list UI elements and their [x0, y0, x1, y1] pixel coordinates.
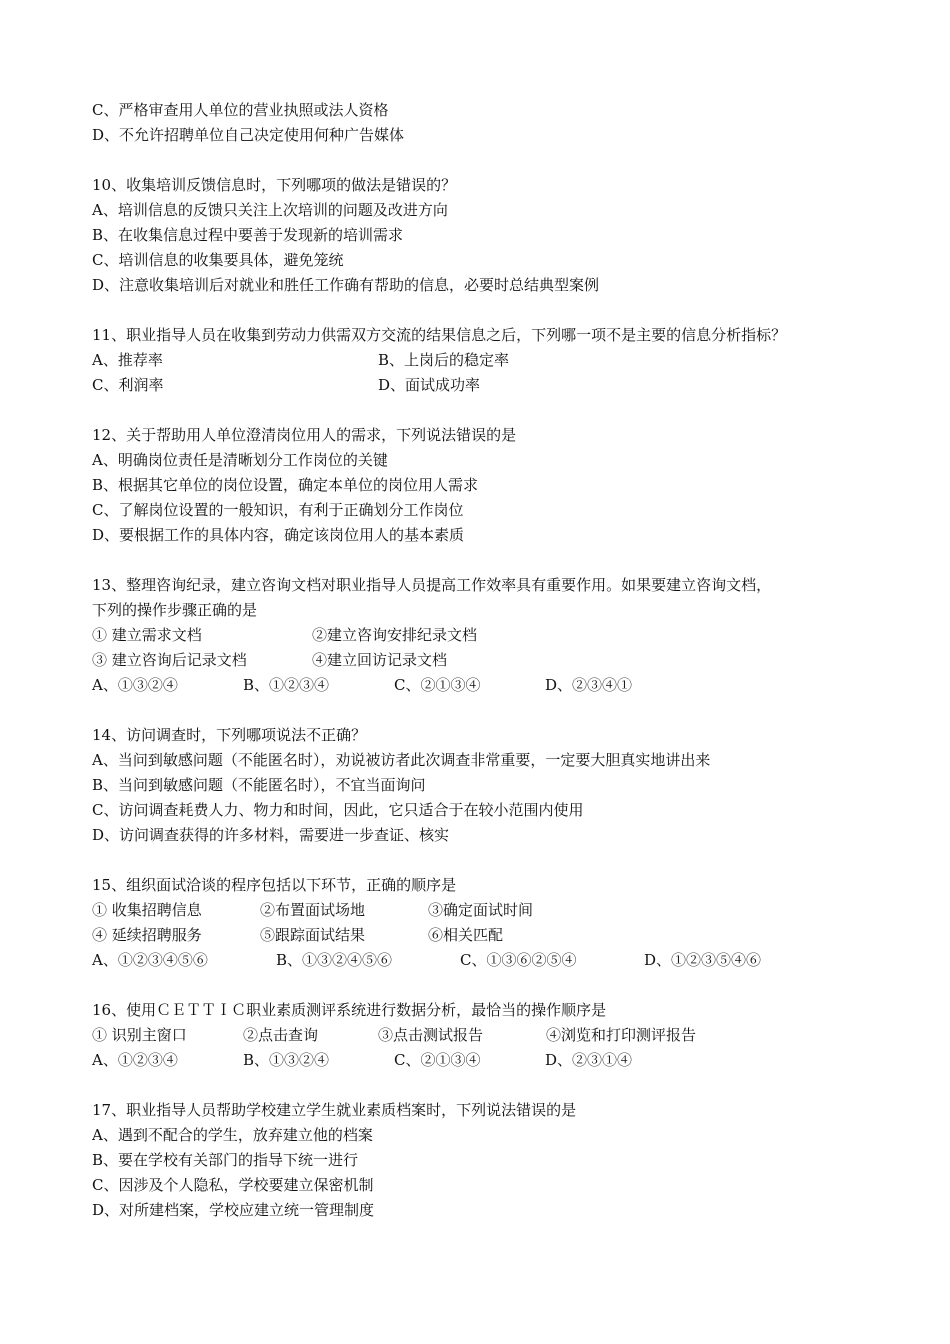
q17-option-a: A、遇到不配合的学生，放弃建立他的档案 — [92, 1126, 373, 1144]
q15-stem: 15、组织面试洽谈的程序包括以下环节，正确的顺序是 — [92, 876, 457, 894]
q11-option-a: A、推荐率 — [92, 351, 163, 369]
q10-option-d: D、注意收集培训后对就业和胜任工作确有帮助的信息，必要时总结典型案例 — [92, 276, 600, 294]
document-page — [92, 98, 892, 1223]
q13-option-a: A、①③②④ — [92, 676, 178, 694]
q16-steps-row — [92, 1023, 892, 1048]
q15-step-2: ②布置面试场地 — [260, 901, 366, 919]
q17-option-c: C、因涉及个人隐私，学校要建立保密机制 — [92, 1176, 374, 1194]
q11-options-row-2 — [92, 373, 892, 398]
q16-option-d: D、②③①④ — [545, 1051, 633, 1069]
q14-option-b: B、当问到敏感问题（不能匿名时），不宜当面询问 — [92, 776, 426, 794]
q11-option-d: D、面试成功率 — [378, 376, 481, 394]
q13-stem-line-2: 下列的操作步骤正确的是 — [92, 601, 258, 619]
q14-option-c: C、访问调查耗费人力、物力和时间，因此，它只适合于在较小范围内使用 — [92, 801, 584, 819]
q13-option-c: C、②①③④ — [394, 676, 481, 694]
q15-step-3: ③确定面试时间 — [428, 901, 534, 919]
q10-option-c: C、培训信息的收集要具体，避免笼统 — [92, 251, 344, 269]
q17-stem: 17、职业指导人员帮助学校建立学生就业素质档案时，下列说法错误的是 — [92, 1101, 577, 1119]
q15-option-a: A、①②③④⑤⑥ — [92, 951, 208, 969]
q15-options-row — [92, 948, 892, 973]
q13-step-2: ②建立咨询安排纪录文档 — [312, 626, 478, 644]
q17-option-b: B、要在学校有关部门的指导下统一进行 — [92, 1151, 359, 1169]
q12-option-b: B、根据其它单位的岗位设置，确定本单位的岗位用人需求 — [92, 476, 479, 494]
q12-option-d: D、要根据工作的具体内容，确定该岗位用人的基本素质 — [92, 526, 465, 544]
q12-option-c: C、了解岗位设置的一般知识，有利于正确划分工作岗位 — [92, 501, 464, 519]
q13-step-3: ③ 建立咨询后记录文档 — [92, 651, 247, 669]
q13-steps-row-2 — [92, 648, 892, 673]
q15-step-4: ④ 延续招聘服务 — [92, 926, 202, 944]
q12-option-a: A、明确岗位责任是清晰划分工作岗位的关键 — [92, 451, 388, 469]
q15-option-d: D、①②③⑤④⑥ — [644, 951, 762, 969]
q9-option-c: C、严格审查用人单位的营业执照或法人资格 — [92, 101, 389, 119]
q10-stem: 10、收集培训反馈信息时，下列哪项的做法是错误的？ — [92, 176, 457, 194]
q13-step-4: ④建立回访记录文档 — [312, 651, 448, 669]
q13-option-b: B、①②③④ — [243, 676, 330, 694]
q14-stem: 14、访问调查时，下列哪项说法不正确？ — [92, 726, 367, 744]
q16-option-b: B、①③②④ — [243, 1051, 330, 1069]
q9-option-d: D、不允许招聘单位自己决定使用何种广告媒体 — [92, 126, 405, 144]
q13-steps-row-1 — [92, 623, 892, 648]
q16-stem: 16、使用ＣＥＴＴＩＣ职业素质测评系统进行数据分析，最恰当的操作顺序是 — [92, 1001, 607, 1019]
q12-stem: 12、关于帮助用人单位澄清岗位用人的需求，下列说法错误的是 — [92, 426, 517, 444]
q13-step-1: ① 建立需求文档 — [92, 626, 202, 644]
q15-step-6: ⑥相关匹配 — [428, 926, 504, 944]
q10-option-a: A、培训信息的反馈只关注上次培训的问题及改进方向 — [92, 201, 448, 219]
q11-option-c: C、利润率 — [92, 376, 164, 394]
q15-option-b: B、①③②④⑤⑥ — [276, 951, 393, 969]
q11-stem: 11、职业指导人员在收集到劳动力供需双方交流的结果信息之后，下列哪一项不是主要的信息分析指标？ — [92, 326, 787, 344]
q15-steps-row-1 — [92, 898, 892, 923]
q11-options-row-1 — [92, 348, 892, 373]
q11-option-b: B、上岗后的稳定率 — [378, 351, 510, 369]
q16-option-c: C、②①③④ — [394, 1051, 481, 1069]
q10-option-b: B、在收集信息过程中要善于发现新的培训需求 — [92, 226, 404, 244]
q16-step-2: ②点击查询 — [243, 1026, 319, 1044]
q16-options-row — [92, 1048, 892, 1073]
q15-step-5: ⑤跟踪面试结果 — [260, 926, 366, 944]
q15-steps-row-2 — [92, 923, 892, 948]
q14-option-a: A、当问到敏感问题（不能匿名时），劝说被访者此次调查非常重要，一定要大胆真实地讲出来 — [92, 751, 711, 769]
q16-step-4: ④浏览和打印测评报告 — [546, 1026, 697, 1044]
q13-option-d: D、②③④① — [545, 676, 633, 694]
q13-stem-line-1: 13、整理咨询纪录，建立咨询文档对职业指导人员提高工作效率具有重要作用。如果要建立咨询文档， — [92, 576, 772, 594]
q16-step-1: ① 识别主窗口 — [92, 1026, 187, 1044]
q15-step-1: ① 收集招聘信息 — [92, 901, 202, 919]
q14-option-d: D、访问调查获得的许多材料，需要进一步查证、核实 — [92, 826, 450, 844]
q16-step-3: ③点击测试报告 — [378, 1026, 484, 1044]
q13-options-row — [92, 673, 892, 698]
q15-option-c: C、①③⑥②⑤④ — [460, 951, 577, 969]
q16-option-a: A、①②③④ — [92, 1051, 178, 1069]
q17-option-d: D、对所建档案，学校应建立统一管理制度 — [92, 1201, 375, 1219]
